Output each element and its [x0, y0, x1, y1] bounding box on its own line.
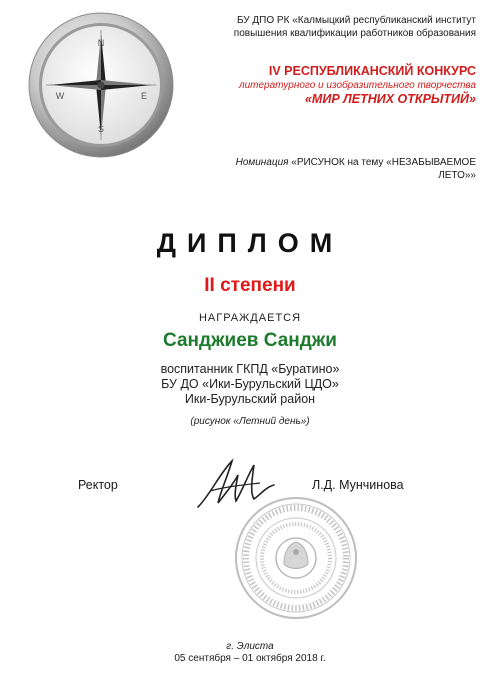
compass-letter-n: N	[97, 38, 105, 48]
nomination-label: Номинация	[235, 157, 289, 168]
contest-block	[176, 64, 476, 107]
organization-line-2: повышения квалификации работников образования	[233, 28, 476, 39]
nomination-value-1: «РИСУНОК на тему «НЕЗАБЫВАЕМОЕ	[288, 157, 476, 168]
compass-illustration	[26, 10, 176, 160]
organization-line-1: БУ ДПО РК «Калмыцкий республиканский институт	[236, 15, 476, 26]
footer-dates: 05 сентября – 01 октября 2018 г.	[174, 653, 326, 664]
diploma-degree: II степени	[204, 275, 296, 296]
organization-block	[216, 14, 476, 40]
official-seal	[232, 494, 360, 622]
awarded-label: НАГРАЖДАЕТСЯ	[198, 312, 302, 324]
work-title: (рисунок «Летний день»)	[190, 416, 310, 427]
contest-name: «МИР ЛЕТНИХ ОТКРЫТИЙ»	[304, 92, 476, 106]
footer-city: г. Элиста	[226, 641, 274, 652]
compass-letter-w: W	[55, 91, 65, 101]
recipient-name: Санджиев Санджи	[163, 330, 337, 351]
compass-letter-e: E	[140, 91, 148, 101]
signatory-name: Л.Д. Мунчинова	[312, 478, 404, 492]
detail-line-1: воспитанник ГКПД «Буратино»	[160, 362, 340, 376]
detail-line-2: БУ ДО «Ики-Бурульский ЦДО»	[161, 377, 339, 391]
contest-subtitle: литературного и изобразительного творчества	[238, 80, 476, 91]
nomination-block	[206, 156, 476, 182]
nomination-value-2: ЛЕТО»»	[438, 170, 476, 181]
contest-title: IV РЕСПУБЛИКАНСКИЙ КОНКУРС	[268, 64, 476, 78]
recipient-details	[0, 362, 500, 407]
diploma-title: ДИПЛОМ	[156, 228, 344, 258]
detail-line-3: Ики-Бурульский район	[184, 392, 316, 406]
signatory-role: Ректор	[78, 478, 118, 492]
compass-letter-s: S	[97, 124, 105, 134]
